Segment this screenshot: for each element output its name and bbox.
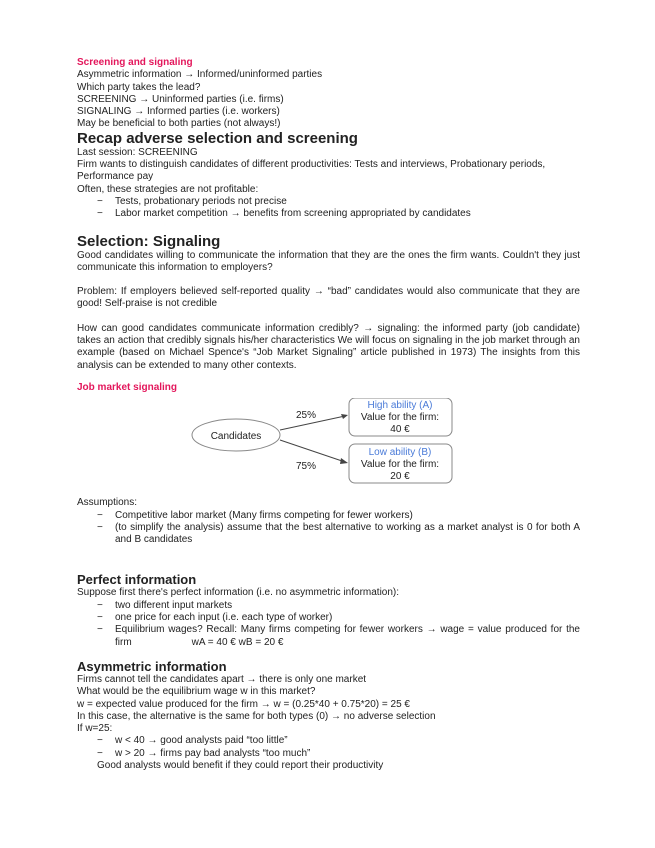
paragraph: Problem: If employers believed self-reported quality → “bad” candidates would also communicate that they are good! Self-praise is not credible — [77, 286, 580, 310]
document-page — [77, 57, 580, 772]
list-item: − w < 40 → good analysts paid “too little” — [97, 735, 580, 747]
list-item: − two different input markets — [97, 600, 580, 612]
text-line: Last session: SCREENING — [77, 146, 198, 158]
text-line: In this case, the alternative is the same for both types (0) → no adverse selection — [77, 710, 436, 722]
text-line: May be beneficial to both parties (not always!) — [77, 118, 281, 130]
text-line: What would be the equilibrium wage w in this market? — [77, 686, 316, 698]
equilibrium-wages: wA = 40 € wB = 20 € — [191, 636, 284, 648]
prob-high-label: 25% — [296, 410, 317, 422]
text-line: Often, these strategies are not profitable: — [77, 183, 259, 195]
prob-low-label: 75% — [296, 461, 317, 473]
list-item: − Labor market competition → benefits from screening appropriated by candidates — [97, 208, 580, 220]
high-ability-title: High ability (A) — [367, 400, 433, 412]
perfect-info-list — [77, 600, 580, 649]
heading-perfect-information: Perfect information — [77, 572, 197, 588]
list-item: − w > 20 → firms pay bad analysts “too much” — [97, 748, 580, 760]
equilibrium-text: Equilibrium wages? Recall: Many firms competing for fewer workers → wage = value produced for the firm — [115, 624, 580, 648]
low-ability-title: Low ability (B) — [368, 447, 432, 459]
asymmetric-list — [77, 735, 580, 760]
low-ability-value: 20 € — [390, 471, 410, 483]
list-item: − Tests, probationary periods not precise — [97, 196, 580, 208]
section-heading-screening-signaling: Screening and signaling — [77, 57, 193, 68]
text-line: Firm wants to distinguish candidates of different productivities: Tests and interviews, Probationary periods, Performance pay — [77, 159, 546, 183]
arrowhead-high — [341, 414, 348, 419]
section-heading-job-market-signaling: Job market signaling — [77, 381, 178, 393]
paragraph: How can good candidates communicate information credibly? → signaling: the informed party (job candidate) takes an action that credibly signals his/her characteristics We will focus on signaling in the job market through an example (based on Michael Spence's “Job Market Signaling” article published in 1973) The insights from this analysis can be extended to many other contexts. — [77, 322, 580, 371]
diagram-svg — [77, 398, 580, 495]
high-ability-value-label: Value for the firm: — [360, 412, 440, 424]
text-line: w = expected value produced for the firm → w = (0.25*40 + 0.75*20) = 25 € — [77, 698, 410, 710]
assumptions-list — [77, 510, 580, 547]
job-market-diagram — [77, 398, 580, 495]
low-ability-value-label: Value for the firm: — [360, 459, 440, 471]
list-item — [97, 624, 580, 649]
text-line: Firms cannot tell the candidates apart → there is only one market — [77, 673, 367, 685]
list-item: − Competitive labor market (Many firms competing for fewer workers) — [97, 510, 580, 522]
heading-asymmetric-information: Asymmetric information — [77, 658, 227, 674]
candidates-label: Candidates — [210, 431, 262, 443]
text-line: If w=25: — [77, 723, 113, 735]
list-item: − one price for each input (i.e. each type of worker) — [97, 612, 580, 624]
paragraph: Good candidates willing to communicate the information that they are the ones the firm wants. Couldn't they just communicate this information to employers? — [77, 249, 580, 273]
closing-line: Good analysts would benefit if they could report their productivity — [97, 759, 384, 771]
text-line: SCREENING → Uninformed parties (i.e. firms) — [77, 93, 284, 105]
heading-recap: Recap adverse selection and screening — [77, 129, 358, 147]
text-line: Suppose first there's perfect information (i.e. no asymmetric information): — [77, 587, 400, 599]
arrowhead-low — [340, 458, 348, 464]
text-line: Asymmetric information → Informed/uninformed parties — [77, 69, 323, 81]
high-ability-value: 40 € — [390, 424, 410, 436]
assumptions-label: Assumptions: — [77, 497, 138, 509]
recap-bullet-list — [77, 196, 580, 221]
list-item: − (to simplify the analysis) assume that the best alternative to working as a market analyst is 0 for both A and B candidates — [97, 522, 580, 547]
arrow-to-low — [280, 440, 345, 462]
heading-selection-signaling: Selection: Signaling — [77, 232, 221, 250]
text-line: SIGNALING → Informed parties (i.e. workers) — [77, 106, 280, 118]
text-line: Which party takes the lead? — [77, 81, 201, 93]
